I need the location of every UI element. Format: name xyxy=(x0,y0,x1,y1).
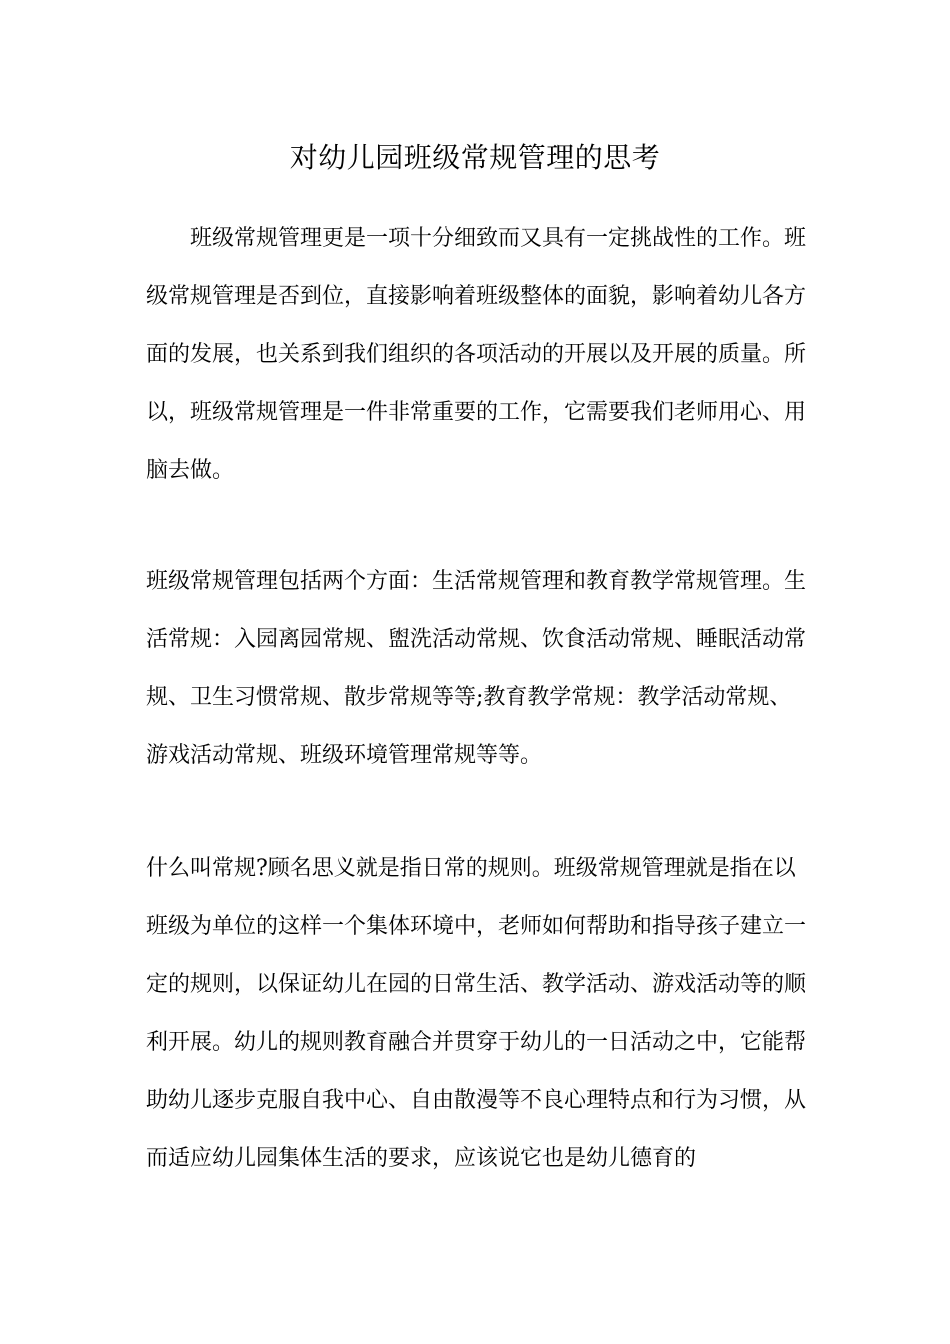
paragraph-1: 班级常规管理更是一项十分细致而又具有一定挑战性的工作。班级常规管理是否到位，直接影响着班级整体的面貌，影响着幼儿各方面的发展，也关系到我们组织的各项活动的开展以及开展的质量。所以，班级常规管理是一件非常重要的工作，它需要我们老师用心、用脑去做。 xyxy=(146,226,807,483)
paragraph-2: 班级常规管理包括两个方面：生活常规管理和教育教学常规管理。生活常规：入园离园常规、盥洗活动常规、饮食活动常规、睡眠活动常规、卫生习惯常规、散步常规等等;教育教学常规：教学活动常规、游戏活动常规、班级环境管理常规等等。 xyxy=(146,569,807,768)
paragraph-3: 什么叫常规?顾名思义就是指日常的规则。班级常规管理就是指在以班级为单位的这样一个集体环境中，老师如何帮助和指导孩子建立一定的规则，以保证幼儿在园的日常生活、教学活动、游戏活动等的顺利开展。幼儿的规则教育融合并贯穿于幼儿的一日活动之中，它能帮助幼儿逐步克服自我中心、自由散漫等不良心理特点和行为习惯，从而适应幼儿园集体生活的要求，应该说它也是幼儿德育的 xyxy=(146,856,807,1171)
document-title: 对幼儿园班级常规管理的思考 xyxy=(289,141,661,174)
